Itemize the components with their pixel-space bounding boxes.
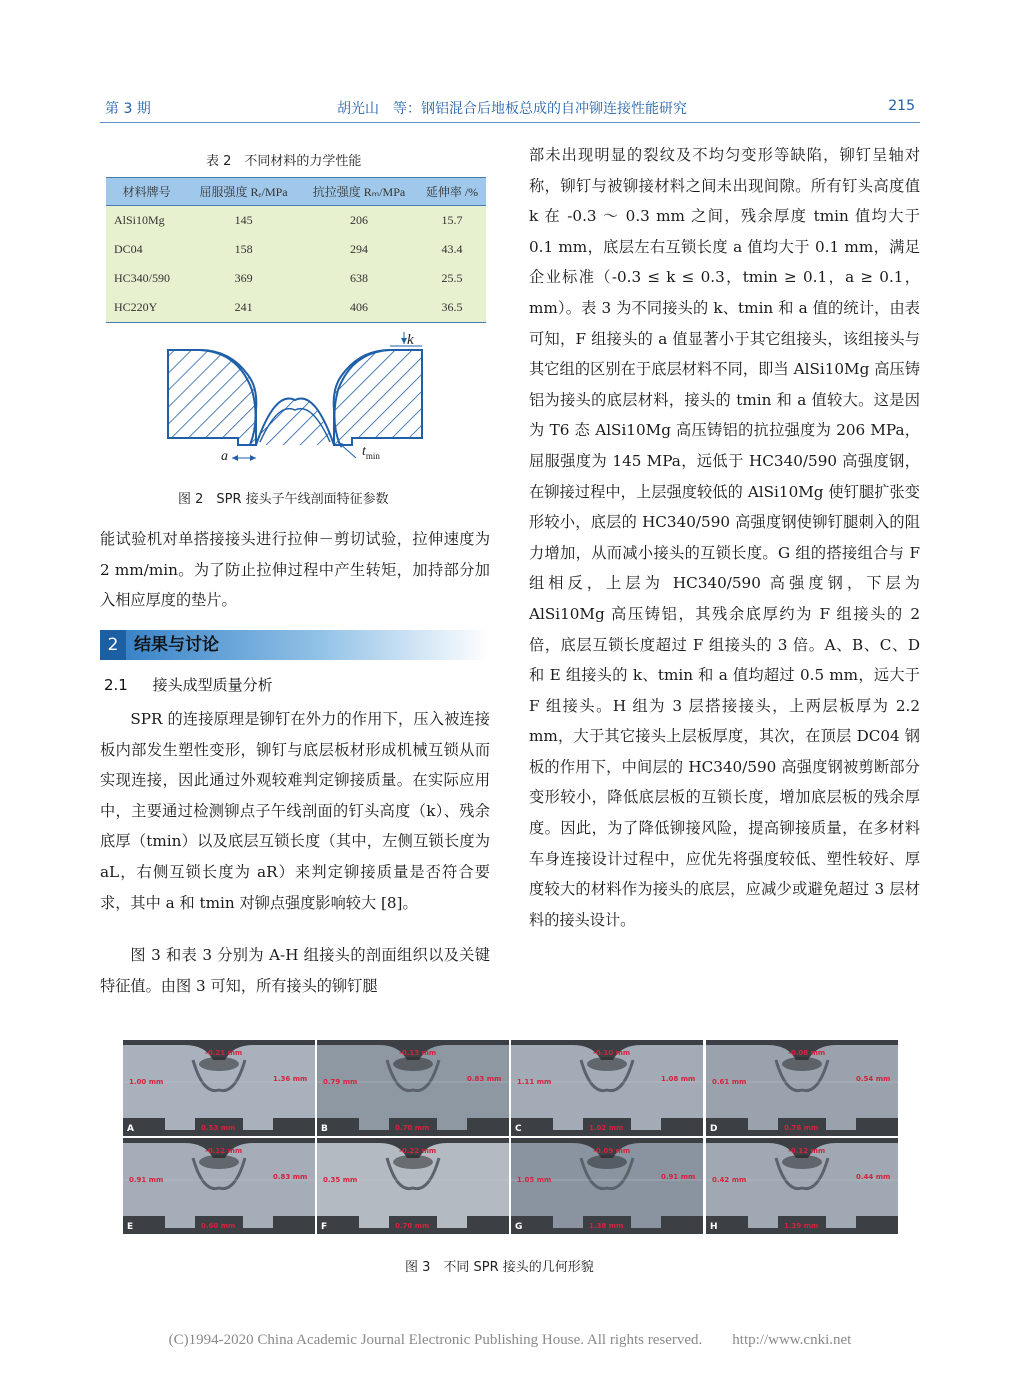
section-title: 结果与讨论 <box>134 635 219 655</box>
micrograph-A <box>123 1040 315 1136</box>
section-heading <box>100 630 490 660</box>
micrograph-F <box>317 1138 509 1234</box>
measure-right: 1.36 mm <box>273 1075 308 1083</box>
measure-right: 1.08 mm <box>661 1075 696 1083</box>
measure-k: -0.13 mm <box>399 1049 437 1057</box>
table-cell: 145 <box>187 206 300 236</box>
table-cell: 36.5 <box>418 293 486 323</box>
measure-left: 0.61 mm <box>712 1078 747 1086</box>
table-cell: 25.5 <box>418 264 486 293</box>
footer-copyright: (C)1994-2020 China Academic Journal Electronic Publishing House. All rights reserved. http://www.cnki.net <box>168 1332 852 1348</box>
panel-label: F <box>321 1222 328 1232</box>
table-cell: HC220Y <box>106 293 187 323</box>
subsection-heading <box>104 674 273 695</box>
panel-label: E <box>127 1222 134 1232</box>
measure-left: 0.91 mm <box>129 1176 164 1184</box>
table2 <box>106 177 486 323</box>
panel-label: A <box>127 1124 134 1134</box>
table-cell: 206 <box>300 206 418 236</box>
table-row <box>106 293 486 323</box>
measure-bottom: 0.70 mm <box>395 1124 430 1132</box>
paragraph-3: 图 3 和表 3 分别为 A-H 组接头的剖面组织以及关键特征值。由图 3 可知，所有接头的铆钉腿 <box>100 946 490 995</box>
page-number: 215 <box>888 98 915 114</box>
label-k: k <box>407 332 414 348</box>
table-cell: AlSi10Mg <box>106 206 187 236</box>
measure-left: 1.00 mm <box>129 1078 164 1086</box>
table2-header: 抗拉强度 Rₘ/MPa <box>300 178 418 206</box>
paragraph-2: SPR 的连接原理是铆钉在外力的作用下，压入被连接板内部发生塑性变形，铆钉与底层板材形成机械互锁从而实现连接，因此通过外观较难判定铆接质量。在实际应用中，主要通过检测铆点子午线剖面的钉头高度（k）、残余底厚（tmin）以及底层互锁长度（其中，左侧互锁长度为 aL，右侧互锁长度为 aR）来判定铆接质量是否符合要求，其中 a 和 tmin 对铆点强度影响较大 [8]。 <box>100 710 490 912</box>
table-cell: 158 <box>187 235 300 264</box>
measure-bottom: 1.39 mm <box>784 1222 819 1230</box>
measure-bottom: 0.53 mm <box>201 1124 236 1132</box>
table-cell: 43.4 <box>418 235 486 264</box>
table2-header: 延伸率 /% <box>418 178 486 206</box>
measure-k: -0.09 mm <box>593 1147 631 1155</box>
table-row <box>106 206 486 236</box>
micrograph-G <box>511 1138 703 1234</box>
measure-k: -0.22 mm <box>399 1147 437 1155</box>
measure-left: 0.79 mm <box>323 1078 358 1086</box>
table2-header: 屈服强度 Rₑ/MPa <box>187 178 300 206</box>
micrograph-D <box>706 1040 898 1136</box>
paragraph-1: 能试验机对单搭接接头进行拉伸－剪切试验，拉伸速度为 2 mm/min。为了防止拉伸过程中产生转矩，加持部分加入相应厚度的垫片。 <box>100 530 490 610</box>
measure-bottom: 1.02 mm <box>589 1124 624 1132</box>
panel-label: G <box>515 1222 523 1232</box>
measure-left: 1.11 mm <box>517 1078 552 1086</box>
panel-label: D <box>710 1124 718 1134</box>
issue-number: 第 3 期 <box>105 101 151 117</box>
paragraph-right: 部未出现明显的裂纹及不均匀变形等缺陷，铆钉呈轴对称，铆钉与被铆接材料之间未出现间隙。所有钉头高度值 k 在 -0.3 ～ 0.3 mm 之间，残余厚度 tmin 值均大于 0.1 mm，底层左右互锁长度 a 值均大于 0.1 mm，满足企业标准（-0.3 ≤ k ≤ 0.3，tmin ≥ 0.1，a ≥ 0.1，mm）。表 3 为不同接头的 k、tmin 和 a 值的统计，由表可知，F 组接头的 a 值显著小于其它组接头，该组接头与其它组的区别在于底层材料不同，即当 AlSi10Mg 高压铸铝为接头的底层材料，接头的 tmin 和 a 值较大。这是因为 T6 态 AlSi10Mg 高压铸铝的抗拉强度为 206 MPa，屈服强度为 145 MPa，远低于 HC340/590 高强度钢，在铆接过程中，上层强度较低的 AlSi10Mg 使钉腿扩张变形较小，底层的 HC340/590 高强度钢使铆钉腿刺入的阻力增加，从而减小接头的互锁长度。G 组的搭接组合与 F 组相反，上层为 HC340/590 高强度钢，下层为 AlSi10Mg 高压铸铝，其残余底厚约为 F 组接头的 2 倍，底层互锁长度超过 F 组接头的 3 倍。A、B、C、D 和 E 组接头的 k、tmin 和 a 值均超过 0.5 mm，远大于 F 组接头。H 组为 3 层搭接接头，上两层板厚为 2.2 mm，大于其它接头上层板厚度，其次，在顶层 DC04 钢板的作用下，中间层的 HC340/590 高强度钢被剪断部分变形较小，降低底层板的互锁长度，增加底层板的残余厚度。因此，为了降低铆接风险，提高铆接质量，在多材料车身连接设计过程中，应优先将强度较低、塑性较好、厚度较大的材料作为接头的底层，应减少或避免超过 3 层材料的接头设计。 <box>529 146 920 929</box>
measure-k: -0.12 mm <box>205 1147 243 1155</box>
panel-label: B <box>321 1124 328 1134</box>
header-rule <box>100 122 920 123</box>
measure-right: 0.54 mm <box>856 1075 891 1083</box>
panel-label: C <box>515 1124 522 1134</box>
table-cell: 406 <box>300 293 418 323</box>
measure-k: -0.21 mm <box>205 1049 243 1057</box>
measure-bottom: 1.38 mm <box>589 1222 624 1230</box>
table-cell: DC04 <box>106 235 187 264</box>
panel-label: H <box>710 1222 718 1232</box>
table2-caption: 表 2 不同材料的力学性能 <box>206 154 362 169</box>
label-a: a <box>221 449 228 464</box>
measure-right: 0.91 mm <box>661 1173 696 1181</box>
table-row <box>106 235 486 264</box>
table-cell: 241 <box>187 293 300 323</box>
table-cell: 294 <box>300 235 418 264</box>
measure-left: 0.35 mm <box>323 1176 358 1184</box>
micrograph-B <box>317 1040 509 1136</box>
micrograph-E <box>123 1138 315 1234</box>
table-cell: HC340/590 <box>106 264 187 293</box>
subsection-number: 2.1 <box>104 676 128 694</box>
micrograph-H <box>706 1138 898 1234</box>
measure-right: 0.44 mm <box>856 1173 891 1181</box>
table-row <box>106 264 486 293</box>
measure-left: 0.42 mm <box>712 1176 747 1184</box>
table2-header: 材料牌号 <box>106 178 187 206</box>
table-cell: 15.7 <box>418 206 486 236</box>
measure-right: 0.83 mm <box>467 1075 502 1083</box>
subsection-title: 接头成型质量分析 <box>152 676 273 694</box>
measure-bottom: 0.70 mm <box>395 1222 430 1230</box>
measure-k: -0.08 mm <box>788 1049 826 1057</box>
measure-left: 1.05 mm <box>517 1176 552 1184</box>
figure3-caption: 图 3 不同 SPR 接头的几何形貌 <box>405 1260 594 1275</box>
section-number: 2 <box>100 630 126 660</box>
figure2-schematic <box>160 330 430 470</box>
measure-k: -0.12 mm <box>788 1147 826 1155</box>
measure-bottom: 0.60 mm <box>201 1222 236 1230</box>
micrograph-C <box>511 1040 703 1136</box>
table-cell: 638 <box>300 264 418 293</box>
measure-bottom: 0.76 mm <box>784 1124 819 1132</box>
label-tmin: $t_{min}$ <box>362 444 380 461</box>
figure2-caption: 图 2 SPR 接头子午线剖面特征参数 <box>178 492 389 507</box>
running-title: 胡光山 等：钢铝混合后地板总成的自冲铆连接性能研究 <box>337 101 687 117</box>
measure-right: 0.83 mm <box>273 1173 308 1181</box>
table-cell: 369 <box>187 264 300 293</box>
running-header <box>105 98 915 120</box>
measure-k: -0.10 mm <box>593 1049 631 1057</box>
